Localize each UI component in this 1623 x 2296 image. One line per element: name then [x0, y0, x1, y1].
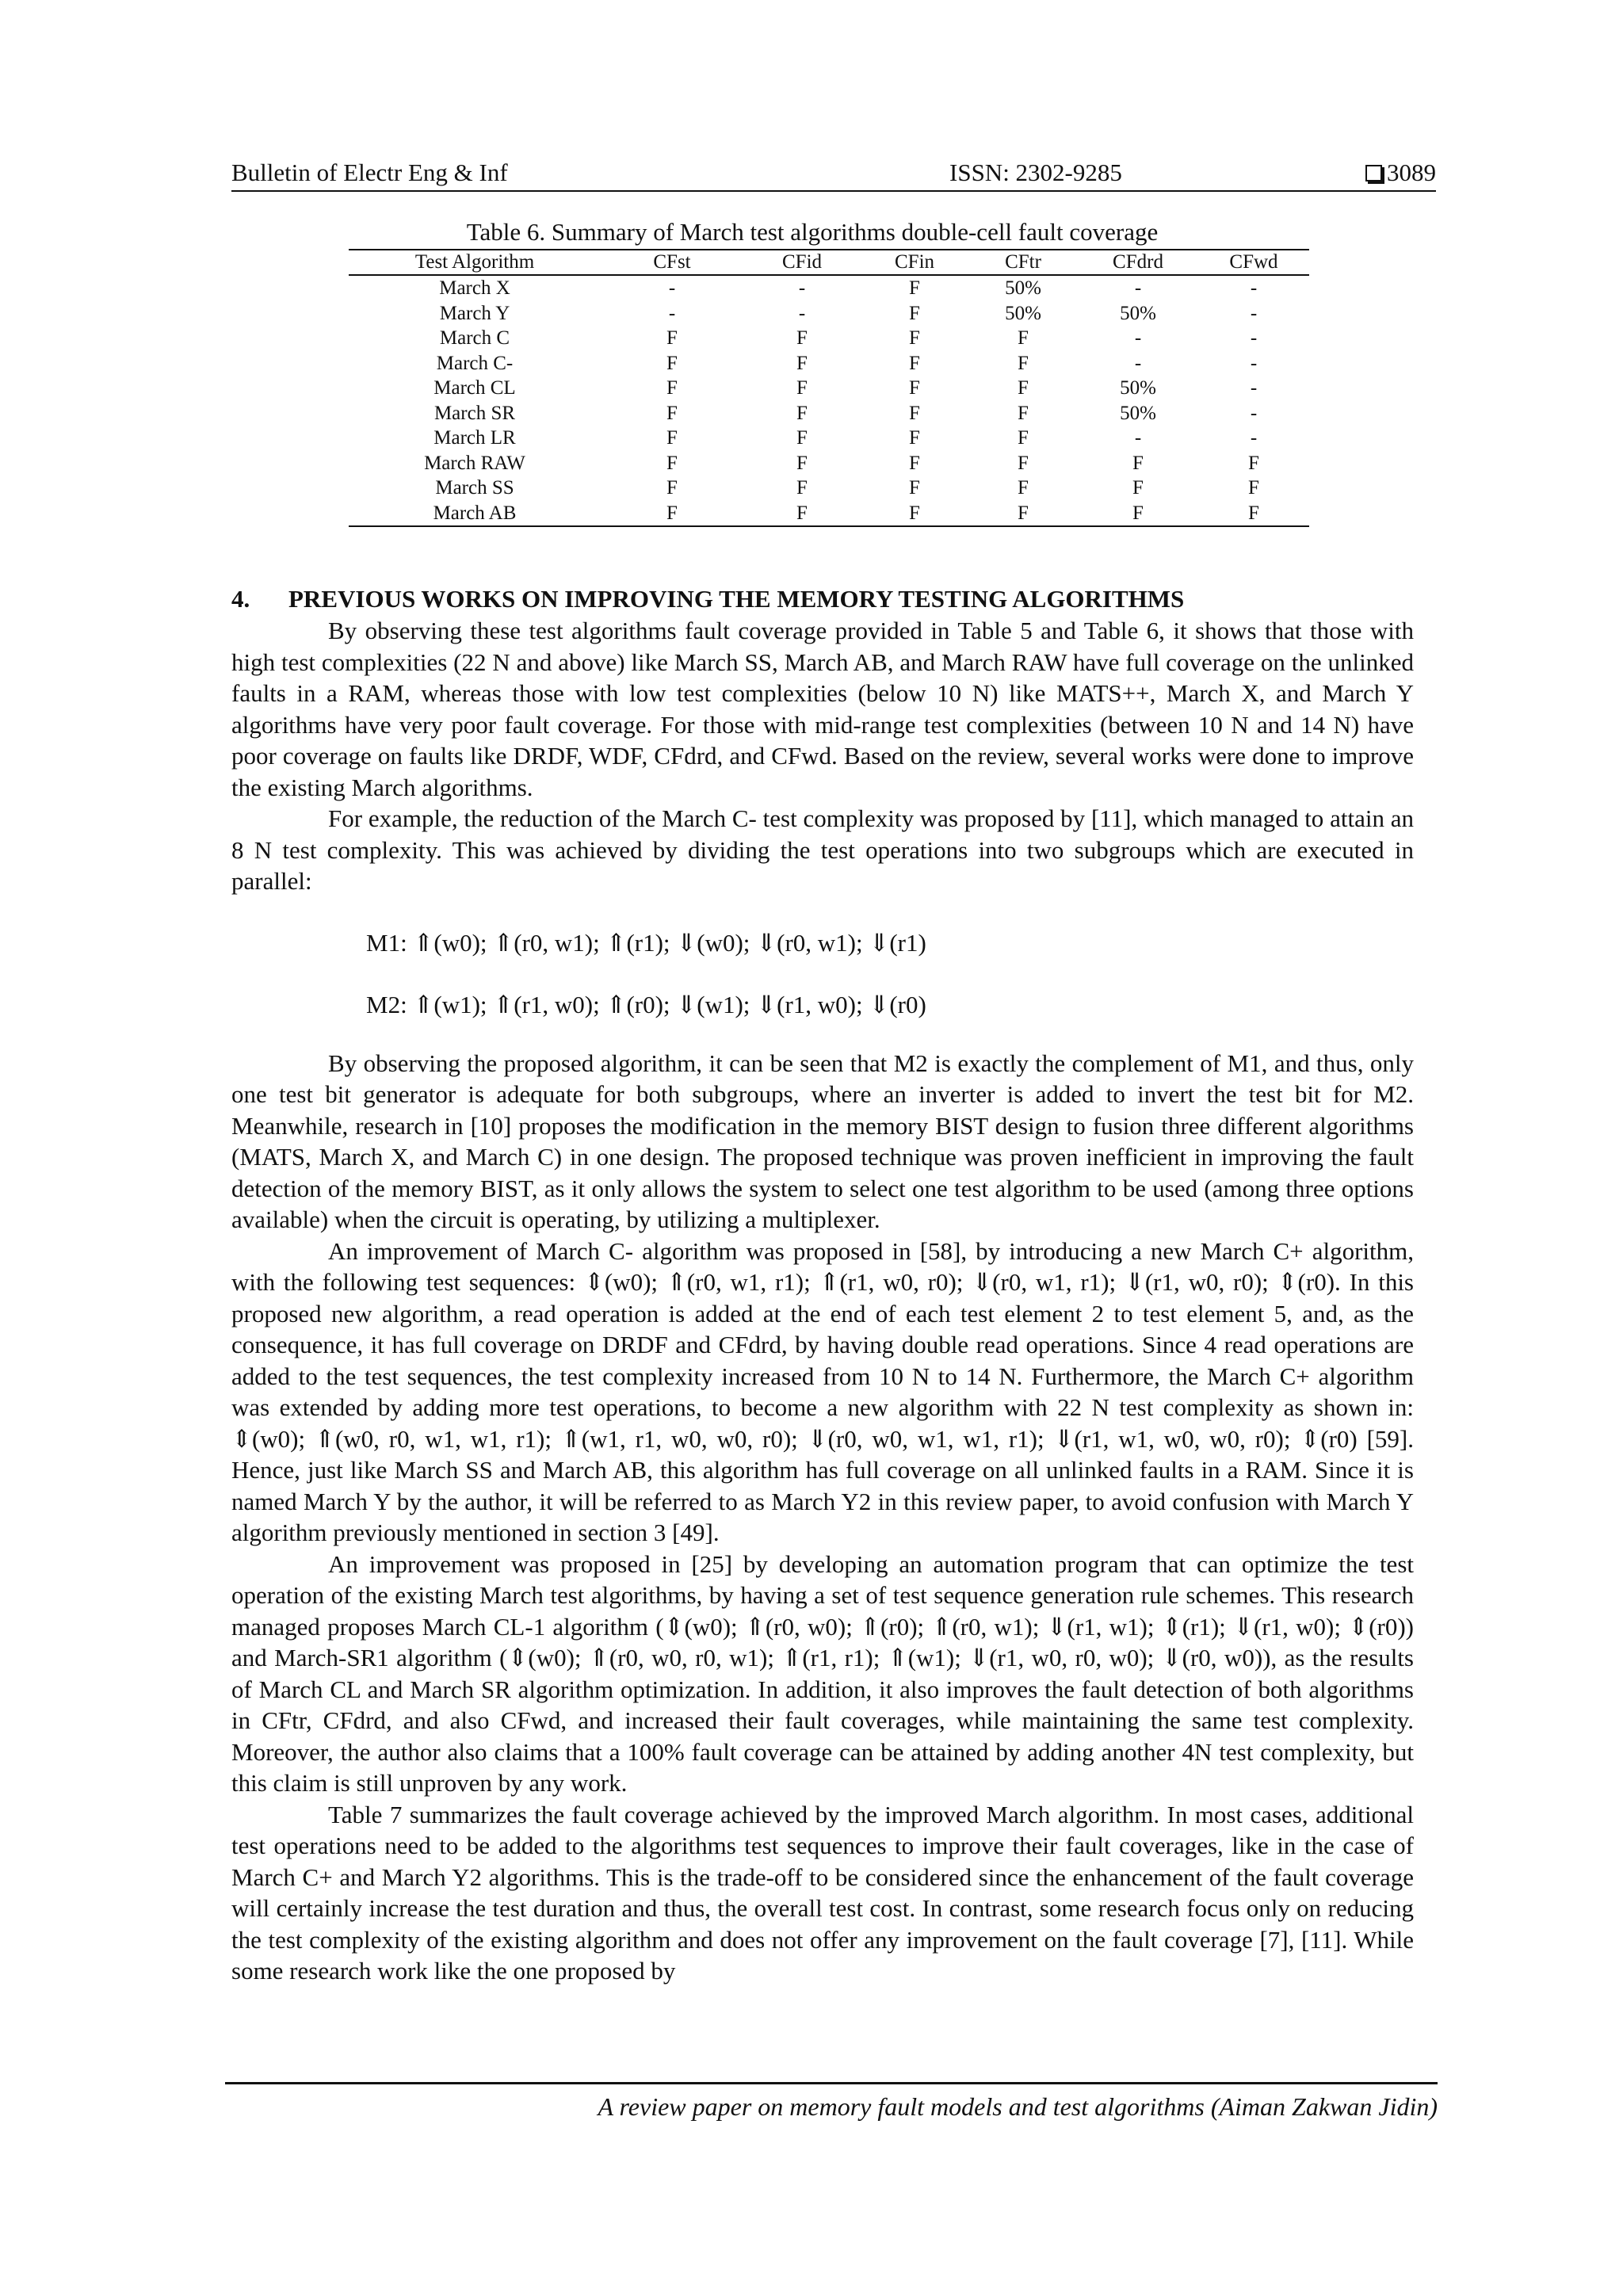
- main-text: [231, 583, 1414, 1987]
- page-box-icon: [1365, 165, 1382, 181]
- table-row: [349, 376, 1309, 401]
- coverage-cell: F: [909, 302, 920, 324]
- coverage-cell: F: [666, 327, 678, 349]
- coverage-cell: F: [1248, 452, 1259, 474]
- coverage-cell: -: [1134, 277, 1142, 299]
- sequence-m1: M1: ⇑(w0); ⇑(r0, w1); ⇑(r1); ⇓(w0); ⇓(r0, w1); ⇓(r1): [366, 928, 926, 957]
- paragraph: An improvement of March C- algorithm was proposed in [58], by introducing a new March C+ algorithm, with the following test sequences: ⇕(w0); ⇑(r0, w1, r1); ⇑(r1, w0, r0); ⇓(r0, w1, r1); ⇓(r1, w0, r0); ⇕(r0). In this proposed new algorithm, a read operation is added at the end of each test element 2 to test element 5, and, as the consequence, it has full coverage on DRDF and CFdrd, by having double read operations. Since 4 read operations are added to the test sequences, the test complexity increased from 10 N to 14 N. Furthermore, the March C+ algorithm was extended by adding more test operations, to become a new algorithm with 22 N test complexity as shown in: ⇕(w0); ⇑(w0, r0, w1, w1, r1); ⇑(w1, r1, w0, w0, r0); ⇓(r0, w0, w1, w1, r1); ⇓(r1, w1, w0, w0, r0); ⇕(r0) [59]. Hence, just like March SS and March AB, this algorithm has full coverage on all unlinked faults in a RAM. Since it is named March Y by the author, it will be referred to as March Y2 in this review paper, to avoid confusion with March Y algorithm previously mentioned in section 3 [49].: [231, 1236, 1414, 1546]
- section-heading: [231, 583, 1414, 615]
- table-header-row: [349, 250, 1309, 275]
- column-header: CFtr: [968, 250, 1078, 275]
- algorithm-name-cell: March X: [439, 277, 510, 299]
- table-row: [349, 476, 1309, 501]
- coverage-cell: -: [1250, 352, 1258, 374]
- coverage-cell: F: [796, 327, 808, 349]
- coverage-cell: F: [1248, 477, 1259, 499]
- coverage-cell: F: [909, 352, 920, 374]
- fault-coverage-table: [349, 249, 1309, 527]
- coverage-cell: F: [968, 501, 1078, 527]
- table-row: [349, 275, 1309, 301]
- coverage-cell: F: [796, 477, 808, 499]
- coverage-cell: F: [796, 427, 808, 449]
- column-header: CFst: [601, 250, 743, 275]
- column-header: CFin: [861, 250, 968, 275]
- running-header: [231, 155, 1436, 192]
- coverage-cell: -: [1250, 427, 1258, 449]
- footer-rule: [225, 2082, 1438, 2084]
- coverage-cell: -: [1250, 302, 1258, 324]
- coverage-cell: -: [1250, 277, 1258, 299]
- running-footer: A review paper on memory fault models and test algorithms (Aiman Zakwan Jidin): [598, 2092, 1438, 2121]
- coverage-cell: F: [909, 402, 920, 424]
- coverage-cell: F: [796, 352, 808, 374]
- section-number: 4.: [231, 585, 250, 613]
- coverage-cell: F: [666, 377, 678, 399]
- algorithm-name-cell: March CL: [433, 377, 516, 399]
- coverage-cell: F: [796, 452, 808, 474]
- column-header: Test Algorithm: [349, 250, 601, 275]
- coverage-cell: F: [666, 427, 678, 449]
- section-title: PREVIOUS WORKS ON IMPROVING THE MEMORY TESTING ALGORITHMS: [288, 585, 1185, 613]
- coverage-cell: F: [1198, 501, 1309, 527]
- coverage-cell: F: [666, 352, 678, 374]
- column-header: CFwd: [1198, 250, 1309, 275]
- table-row: [349, 426, 1309, 451]
- page-number: 3089: [1387, 159, 1436, 186]
- coverage-cell: 50%: [1005, 277, 1041, 299]
- coverage-cell: F: [1018, 327, 1029, 349]
- paragraph: By observing these test algorithms fault coverage provided in Table 5 and Table 6, it shows that those with high test complexities (22 N and above) like March SS, March AB, and March RAW have full coverage on the unlinked faults in a RAM, whereas those with low test complexities (below 10 N) like MATS++, March X, and March Y algorithms have very poor fault coverage. For those with mid-range test complexities (between 10 N and 14 N) have poor coverage on faults like DRDF, WDF, CFdrd, and CFwd. Based on the review, several works were done to improve the existing March algorithms.: [231, 617, 1414, 801]
- coverage-cell: F: [1018, 377, 1029, 399]
- coverage-cell: F: [861, 501, 968, 527]
- paragraph: An improvement was proposed in [25] by developing an automation program that can optimize the test operation of the existing March test algorithms, by having a set of test sequence generation rule schemes. This research managed proposes March CL-1 algorithm (⇕(w0); ⇑(r0, w0); ⇑(r0); ⇑(r0, w1); ⇓(r1, w1); ⇕(r1); ⇓(r1, w0); ⇕(r0)) and March-SR1 algorithm (⇕(w0); ⇑(r0, w0, r0, w1); ⇑(r1, r1); ⇑(w1); ⇓(r1, w0, r0, w0); ⇓(r0, w0)), as the results of March CL and March SR algorithm optimization. In addition, it also improves the fault detection of both algorithms in CFtr, CFdrd, and also CFwd, and increased their fault coverages, while maintaining the same test complexity. Moreover, the author also claims that a 100% fault coverage can be attained by adding another 4N test complexity, but this claim is still unproven by any work.: [231, 1549, 1414, 1797]
- coverage-cell: -: [1250, 402, 1258, 424]
- coverage-cell: -: [798, 277, 806, 299]
- table-6: [349, 249, 1309, 527]
- coverage-cell: -: [1134, 327, 1142, 349]
- coverage-cell: F: [743, 501, 861, 527]
- coverage-cell: -: [1250, 377, 1258, 399]
- journal-name: Bulletin of Electr Eng & Inf: [231, 159, 508, 186]
- coverage-cell: F: [666, 452, 678, 474]
- coverage-cell: F: [796, 402, 808, 424]
- algorithm-name-cell: March SS: [435, 477, 514, 499]
- table-row: [349, 351, 1309, 376]
- algorithm-name-cell: March LR: [433, 427, 516, 449]
- coverage-cell: F: [909, 377, 920, 399]
- issn: ISSN: 2302-9285: [949, 159, 1122, 186]
- paragraph: Table 7 summarizes the fault coverage achieved by the improved March algorithm. In most cases, additional test operations need to be added to the algorithms test sequences to improve their fault coverages, like in the case of March C+ and March Y2 algorithms. This is the trade-off to be considered since the enhancement of the fault coverage will certainly increase the test duration and thus, the overall test cost. In contrast, some research focus only on reducing the test complexity of the existing algorithm and does not offer any improvement on the fault coverage [7], [11]. While some research work like the one proposed by: [231, 1800, 1414, 1985]
- algorithm-name-cell: March C: [439, 327, 510, 349]
- coverage-cell: -: [1134, 352, 1142, 374]
- column-header: CFid: [743, 250, 861, 275]
- algorithm-name-cell: March Y: [439, 302, 510, 324]
- coverage-cell: F: [601, 501, 743, 527]
- coverage-cell: F: [1018, 402, 1029, 424]
- paragraph: By observing the proposed algorithm, it can be seen that M2 is exactly the complement of M1, and thus, only one test bit generator is adequate for both subgroups, where an inverter is added to invert the test bit for M2. Meanwhile, research in [10] proposes the modification in the memory BIST design to fusion three different algorithms (MATS, March X, and March C) in one design. The proposed technique was proven inefficient in improving the fault detection of the memory BIST, as it only allows the system to select one test algorithm to be used (among three options available) when the circuit is operating, by utilizing a multiplexer.: [231, 1049, 1414, 1233]
- table-row: [349, 326, 1309, 351]
- table-row: [349, 301, 1309, 327]
- algorithm-name-cell: March RAW: [424, 452, 525, 474]
- coverage-cell: F: [666, 477, 678, 499]
- coverage-cell: F: [909, 427, 920, 449]
- coverage-cell: 50%: [1005, 302, 1041, 324]
- coverage-cell: F: [1018, 352, 1029, 374]
- table-caption: Table 6. Summary of March test algorithms double-cell fault coverage: [466, 218, 1159, 246]
- coverage-cell: 50%: [1120, 377, 1156, 399]
- algorithm-name-cell: March C-: [436, 352, 514, 374]
- coverage-cell: -: [1134, 427, 1142, 449]
- coverage-cell: -: [668, 302, 676, 324]
- coverage-cell: F: [1078, 501, 1198, 527]
- coverage-cell: F: [909, 277, 920, 299]
- coverage-cell: F: [1132, 477, 1144, 499]
- table-row: [349, 501, 1309, 527]
- coverage-cell: F: [909, 477, 920, 499]
- coverage-cell: -: [798, 302, 806, 324]
- table-body: [349, 275, 1309, 526]
- coverage-cell: F: [796, 377, 808, 399]
- coverage-cell: 50%: [1120, 402, 1156, 424]
- algorithm-name-cell: March AB: [349, 501, 601, 527]
- coverage-cell: F: [909, 327, 920, 349]
- sequence-m2: M2: ⇑(w1); ⇑(r1, w0); ⇑(r0); ⇓(w1); ⇓(r1, w0); ⇓(r0): [366, 990, 926, 1018]
- coverage-cell: F: [1018, 477, 1029, 499]
- column-header: CFdrd: [1078, 250, 1198, 275]
- coverage-cell: F: [1018, 452, 1029, 474]
- coverage-cell: F: [909, 452, 920, 474]
- coverage-cell: -: [668, 277, 676, 299]
- coverage-cell: F: [1018, 427, 1029, 449]
- page-number-block: [1365, 155, 1436, 190]
- table-row: [349, 451, 1309, 476]
- paragraph: For example, the reduction of the March C- test complexity was proposed by [11], which managed to attain an 8 N test complexity. This was achieved by dividing the test operations into two subgroups which are executed in parallel:: [231, 804, 1414, 895]
- coverage-cell: F: [666, 402, 678, 424]
- coverage-cell: F: [1132, 452, 1144, 474]
- coverage-cell: 50%: [1120, 302, 1156, 324]
- table-row: [349, 401, 1309, 426]
- algorithm-name-cell: March SR: [433, 402, 516, 424]
- coverage-cell: -: [1250, 327, 1258, 349]
